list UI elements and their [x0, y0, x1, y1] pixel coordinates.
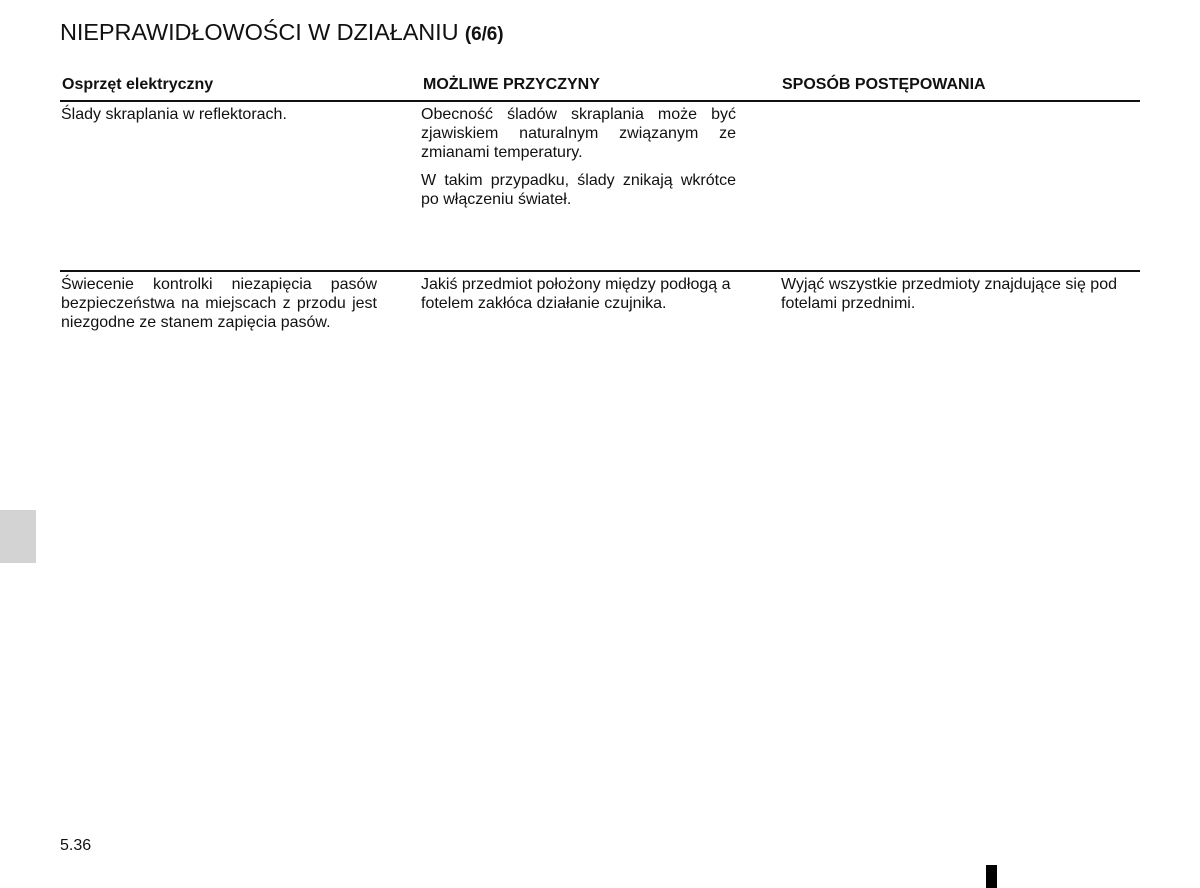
table-row-2-action-text: Wyjąć wszystkie przedmioty znajdujące się pod fotelami przednimi.: [781, 276, 1117, 312]
page-title-subtitle: (6/6): [464, 24, 504, 45]
chapter-side-tab: [0, 510, 36, 563]
column-header-actions: SPOSÓB POSTĘPOWANIA: [782, 76, 986, 93]
table-row-2-causes: [421, 275, 739, 313]
table-row-1-causes: [421, 105, 736, 209]
table-row-1-cause-1: Obecność śladów skraplania może być zjawiskiem naturalnym związanym ze zmianami temperatury.: [421, 106, 736, 161]
table-row-2-cause-1: Jakiś przedmiot położony między podłogą a fotelem zakłóca działanie czujnika.: [421, 276, 731, 312]
table-row-1-cause-2: W takim przypadku, ślady znikają wkrótce po włączeniu świateł.: [421, 172, 736, 208]
table-row-1-symptom: [61, 105, 377, 124]
table-row-2-symptom: [61, 275, 377, 332]
row-divider: [60, 270, 1140, 272]
column-header-equipment: Osprzęt elektryczny: [62, 76, 214, 93]
column-header-causes: MOŻLIWE PRZYCZYNY: [423, 76, 600, 93]
page-number: 5.36: [60, 837, 92, 854]
table-row-2-symptom-text: Świecenie kontrolki niezapięcia pasów bezpieczeństwa na miejscach z przodu jest niezgodne ze stanem zapięcia pasów.: [61, 276, 377, 331]
table-row-1-symptom-text: Ślady skraplania w reflektorach.: [61, 106, 287, 123]
page-title: [60, 19, 503, 46]
table-row-2-action: [781, 275, 1141, 313]
corner-print-mark: [986, 865, 997, 888]
page-title-main: NIEPRAWIDŁOWOŚCI W DZIAŁANIU: [60, 19, 459, 45]
header-divider: [60, 100, 1140, 102]
